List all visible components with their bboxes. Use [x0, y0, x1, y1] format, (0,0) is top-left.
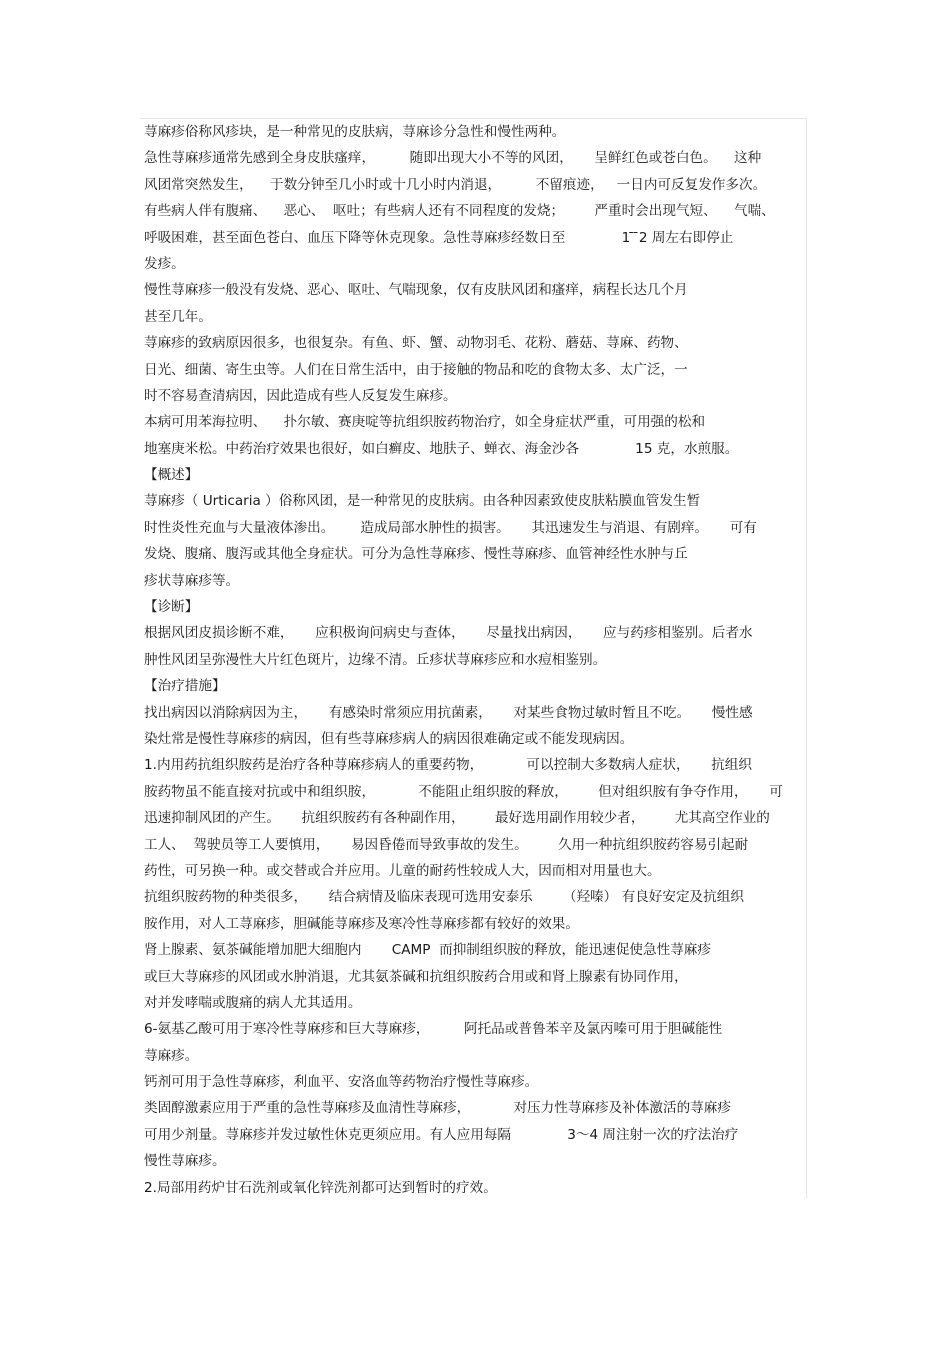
section-heading-overview: 【概述】: [144, 467, 199, 484]
text-line: 染灶常是慢性荨麻疹的病因，但有些荨麻疹病人的病因很难确定或不能发现病因。: [144, 730, 634, 747]
text-line: 地塞庚米松。中药治疗效果也很好，如白癣皮、地肤子、蝉衣、海金沙各 15 克，水煎服。: [144, 440, 739, 457]
text-line: 肾上腺素、氨茶碱能增加肥大细胞内 CAMP 而抑制组织胺的释放，能迅速促使急性荨麻疹: [144, 942, 711, 959]
text-line: 或巨大荨麻疹的风团或水肿消退，尤其氨茶碱和抗组织胺药合用或和肾上腺素有协同作用，: [144, 968, 688, 985]
text-line: 慢性荨麻疹一般没有发烧、恶心、呕吐、气喘现象，仅有皮肤风团和瘙痒，病程长达几个月: [144, 282, 688, 299]
text-line: 时性炎性充血与大量液体渗出。 造成局部水肿性的损害。 其迅速发生与消退、有剧痒。 可有: [144, 519, 757, 536]
text-line: 荨麻疹。: [144, 1047, 199, 1064]
text-line: 发烧、腹痛、腹泻或其他全身症状。可分为急性荨麻疹、慢性荨麻疹、血管神经性水肿与丘: [144, 546, 688, 563]
text-line: 甚至几年。: [144, 308, 212, 325]
text-line: 钙剂可用于急性荨麻疹，利血平、安洛血等药物治疗慢性荨麻疹。: [144, 1074, 539, 1091]
text-line: 药性，可另换一种。或交替或合并应用。儿童的耐药性较成人大，因而相对用量也大。: [144, 862, 661, 879]
text-line: 对并发哮喘或腹痛的病人尤其适用。: [144, 994, 362, 1011]
text-line: 可用少剂量。荨麻疹并发过敏性休克更须应用。有人应用每隔 3～4 周注射一次的疗法治疗: [144, 1126, 739, 1143]
section-heading-treatment: 【治疗措施】: [144, 678, 226, 695]
text-line: 类固醇激素应用于严重的急性荨麻疹及血清性荨麻疹， 对压力性荨麻疹及补体激活的荨麻疹: [144, 1100, 731, 1117]
text-line: 风团常突然发生， 于数分钟至几小时或十几小时内消退， 不留痕迹， 一日内可反复发作多次。: [144, 176, 767, 193]
text-line: 根据风团皮损诊断不难， 应积极询问病史与查体， 尽量找出病因， 应与药疹相鉴别。后者水: [144, 625, 753, 642]
text-line: 6-氨基乙酸可用于寒冷性荨麻疹和巨大荨麻疹， 阿托品或普鲁苯辛及氯丙嗪可用于胆碱能性: [144, 1021, 723, 1038]
text-line: 发疹。: [144, 255, 185, 272]
document-body: [144, 119, 808, 1201]
text-line: 本病可用苯海拉明、 扑尔敏、赛庚啶等抗组织胺药物治疗，如全身症状严重，可用强的松和: [144, 414, 706, 431]
text-line: 荨麻疹的致病原因很多，也很复杂。有鱼、虾、蟹、动物羽毛、花粉、蘑菇、荨麻、药物、: [144, 335, 688, 352]
text-line: 急性荨麻疹通常先感到全身皮肤瘙痒， 随即出现大小不等的风团， 呈鲜红色或苍白色。 这种: [144, 150, 762, 167]
text-line: 疹状荨麻疹等。: [144, 572, 240, 589]
text-line: 有些病人伴有腹痛、 恶心、 呕吐；有些病人还有不同程度的发烧； 严重时会出现气短、 气喘、: [144, 203, 775, 220]
text-line: 荨麻疹俗称风疹块，是一种常见的皮肤病，荨麻诊分急性和慢性两种。: [144, 124, 566, 140]
text-line: 呼吸困难，甚至面色苍白、血压下降等休克现象。急性荨麻疹经数日至 1 ̄ ̄2 周左右即停止: [144, 229, 734, 246]
text-line: 胺作用，对人工荨麻疹，胆碱能荨麻疹及寒冷性荨麻疹都有较好的效果。: [144, 915, 579, 932]
text-line: 1.内用药抗组织胺药是治疗各种荨麻疹病人的重要药物， 可以控制大多数病人症状， 抗组织: [144, 757, 752, 774]
text-line: 工人、 驾驶员等工人要慎用， 易因昏倦而导致事故的发生。 久用一种抗组织胺药容易引起耐: [144, 836, 749, 853]
text-line: 胺药物虽不能直接对抗或中和组织胺， 不能阻止组织胺的释放， 但对组织胺有争夺作用， 可: [144, 783, 783, 800]
text-line: 荨麻疹（ Urticaria ）俗称风团，是一种常见的皮肤病。由各种因素致使皮肤粘膜血管发生暂: [144, 493, 701, 510]
text-line: 抗组织胺药物的种类很多， 结合病情及临床表现可选用安泰乐 （羟嗪） 有良好安定及抗组织: [144, 889, 744, 906]
text-line: 肿性风团呈弥漫性大片红色斑片，边缘不清。丘疹状荨麻疹应和水痘相鉴别。: [144, 651, 607, 668]
text-line: 迅速抑制风团的产生。 抗组织胺药有各种副作用， 最好选用副作用较少者， 尤其高空作业的: [144, 810, 770, 827]
text-line: 找出病因以消除病因为主， 有感染时常须应用抗菌素， 对某些食物过敏时暂且不吃。 慢性感: [144, 704, 753, 721]
text-line: 慢性荨麻疹。: [144, 1153, 226, 1170]
section-heading-diagnosis: 【诊断】: [144, 599, 199, 616]
text-line: 时不容易查清病因，因此造成有些人反复发生麻疹。: [144, 387, 457, 404]
text-line: 2.局部用药炉甘石洗剂或氧化锌洗剂都可达到暂时的疗效。: [144, 1179, 497, 1196]
text-line: 日光、细菌、寄生虫等。人们在日常生活中，由于接触的物品和吃的食物太多、太广泛，一: [144, 361, 688, 378]
